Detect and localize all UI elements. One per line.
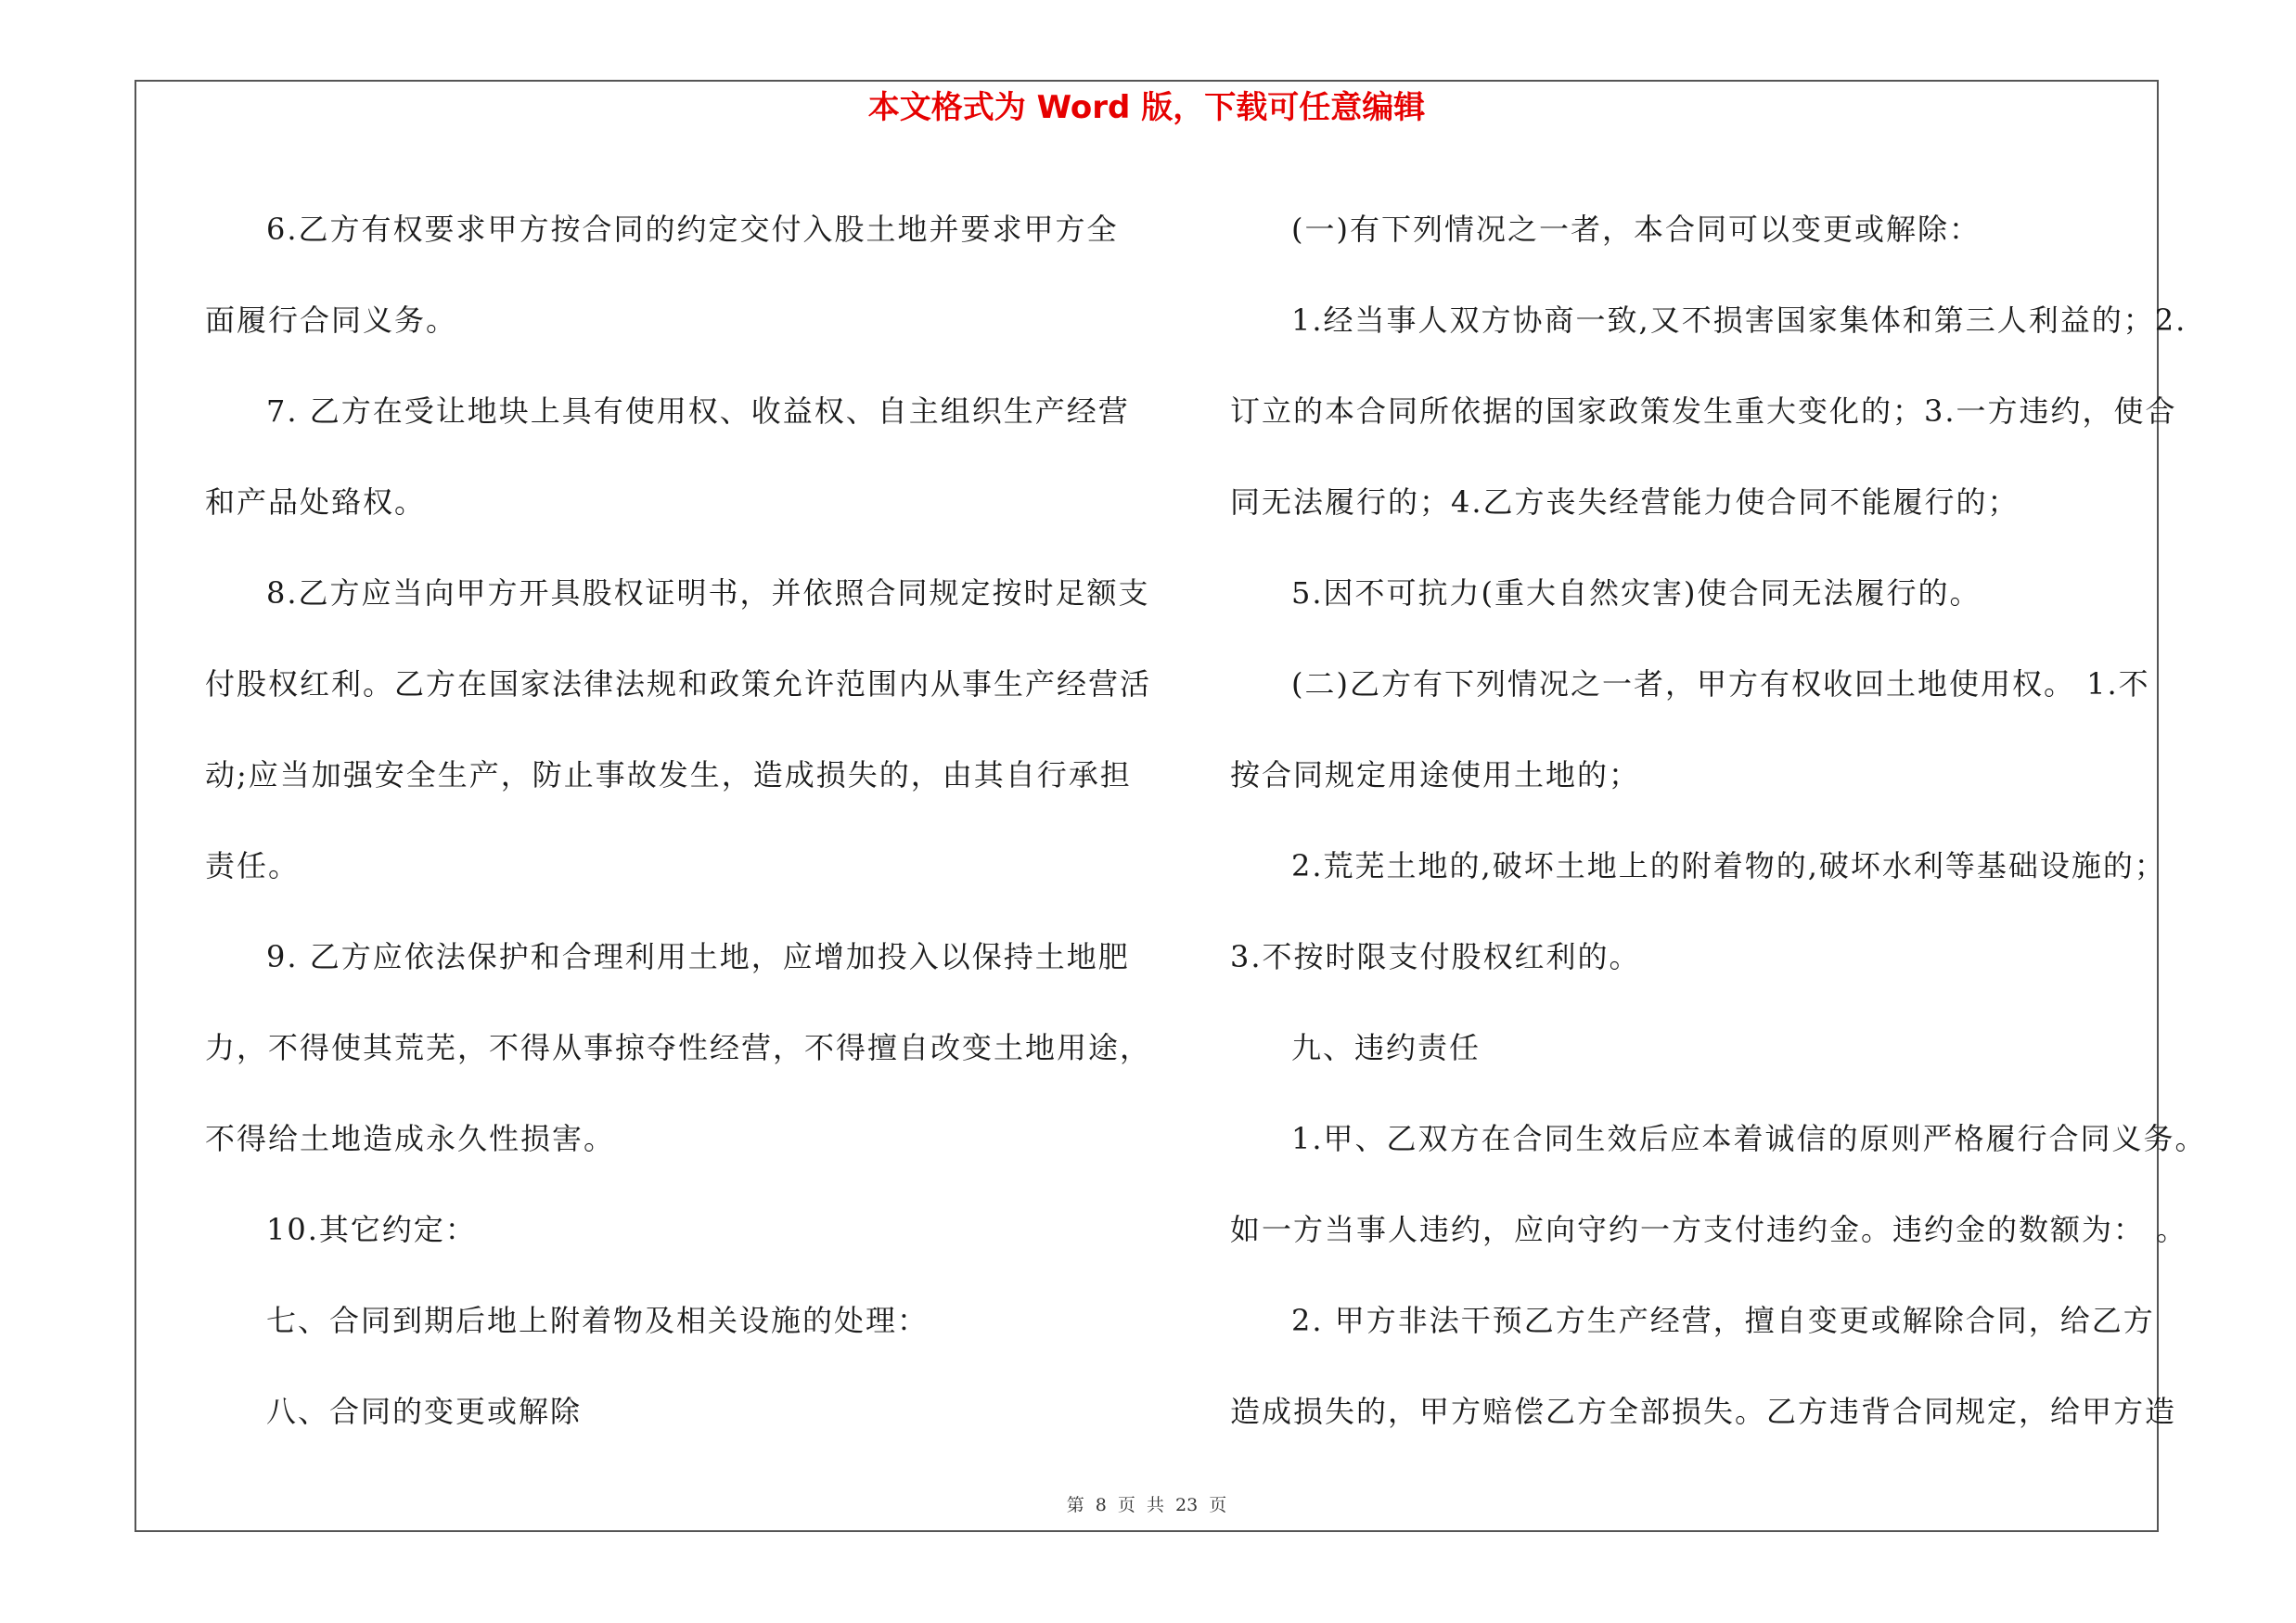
paragraph-line: 动;应当加强安全生产，防止事故发生，造成损失的，由其自行承担 (205, 757, 1132, 792)
footer-prefix: 第 (1066, 1495, 1084, 1515)
paragraph-line: 2. 甲方非法干预乙方生产经营，擅自变更或解除合同，给乙方 (1291, 1303, 2155, 1338)
paragraph-line: 付股权红利。乙方在国家法律法规和政策允许范围内从事生产经营活 (205, 666, 1152, 702)
paragraph-line: 2.荒芜土地的,破坏土地上的附着物的,破坏水利等基础设施的； (1291, 848, 2166, 883)
paragraph-line: 九、违约责任 (1291, 1030, 1481, 1065)
paragraph-line: 订立的本合同所依据的国家政策发生重大变化的；3.一方违约，使合 (1230, 393, 2177, 429)
right-column (1230, 184, 2207, 1429)
paragraph-line: 按合同规定用途使用土地的； (1230, 757, 1641, 792)
page-footer (135, 1492, 2159, 1518)
paragraph-line: 力，不得使其荒芜，不得从事掠夺性经营，不得擅自改变土地用途， (205, 1030, 1152, 1065)
paragraph-line: 3.不按时限支付股权红利的。 (1230, 939, 1641, 974)
paragraph-line: 八、合同的变更或解除 (266, 1394, 583, 1429)
footer-total-pages: 23 (1175, 1495, 1199, 1515)
paragraph-line: 面履行合同义务。 (205, 303, 458, 338)
paragraph-line: (一)有下列情况之一者，本合同可以变更或解除： (1291, 212, 1981, 247)
paragraph-line: 1.经当事人双方协商一致,又不损害国家集体和第三人利益的；2. (1291, 303, 2187, 338)
paragraph-line: 造成损失的，甲方赔偿乙方全部损失。乙方违背合同规定，给甲方造 (1230, 1394, 2177, 1429)
paragraph-line: 7. 乙方在受让地块上具有使用权、收益权、自主组织生产经营 (266, 393, 1130, 429)
paragraph-line: 8.乙方应当向甲方开具股权证明书，并依照合同规定按时足额支 (266, 575, 1150, 611)
footer-total-word: 共 (1146, 1495, 1164, 1515)
paragraph-line: 1.甲、乙双方在合同生效后应本着诚信的原则严格履行合同义务。 (1291, 1121, 2207, 1156)
paragraph-line: 七、合同到期后地上附着物及相关设施的处理： (266, 1303, 930, 1338)
left-column (205, 184, 1151, 1427)
paragraph-line: 不得给土地造成永久性损害。 (205, 1121, 616, 1156)
paragraph-line: 和产品处臵权。 (205, 484, 427, 520)
paragraph-line: (二)乙方有下列情况之一者，甲方有权收回土地使用权。 1.不 (1291, 666, 2150, 702)
paragraph-line: 责任。 (205, 848, 301, 883)
paragraph-line: 6.乙方有权要求甲方按合同的约定交付入股土地并要求甲方全 (266, 212, 1119, 247)
paragraph-line: 5.因不可抗力(重大自然灾害)使合同无法履行的。 (1291, 575, 1982, 611)
footer-page-word: 页 (1117, 1495, 1135, 1515)
paragraph-line: 10.其它约定： (266, 1212, 477, 1247)
footer-current-page: 8 (1095, 1495, 1107, 1515)
paragraph-line: 9. 乙方应依法保护和合理利用土地，应增加投入以保持土地肥 (266, 939, 1130, 974)
footer-suffix: 页 (1209, 1495, 1227, 1515)
format-banner: 本文格式为 Word 版，下载可任意编辑 (867, 89, 1426, 126)
paragraph-line: 如一方当事人违约，应向守约一方支付违约金。违约金的数额为： 。 (1230, 1212, 2188, 1247)
paragraph-line: 同无法履行的；4.乙方丧失经营能力使合同不能履行的； (1230, 484, 2020, 520)
